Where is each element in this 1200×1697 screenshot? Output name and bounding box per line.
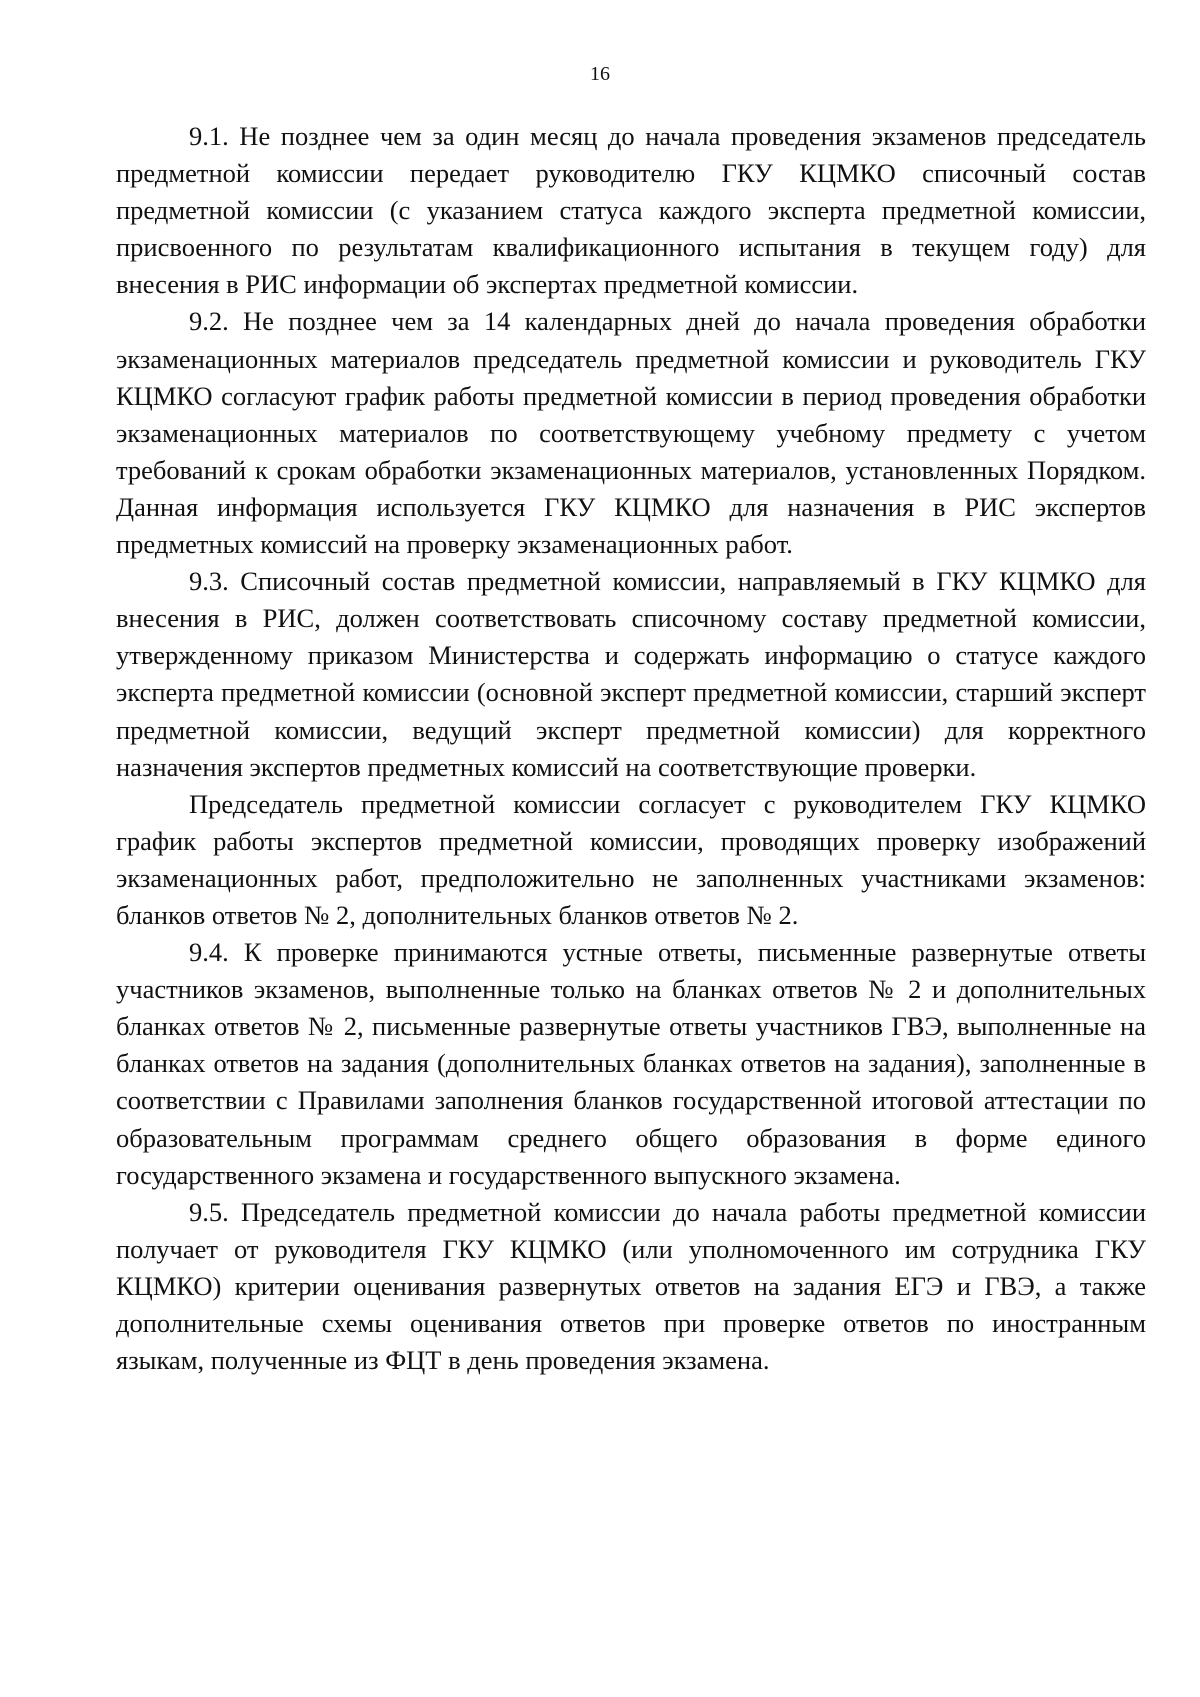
paragraph-9-1: 9.1. Не позднее чем за один месяц до начала проведения экзаменов председатель предметной комиссии передает руководителю ГКУ КЦМКО списочный состав предметной комиссии (с указанием статуса каждого эксперта предметной комиссии, присвоенного по результатам квалификационного испытания в текущем году) для внесения в РИС информации об экспертах предметной комиссии. [116,121,1146,300]
paragraph-9-3: 9.3. Списочный состав предметной комиссии, направляемый в ГКУ КЦМКО для внесения в РИС, должен соответствовать списочному составу предметной комиссии, утвержденному приказом Министерства и содержать информацию о статусе каждого эксперта предметной комиссии (основной эксперт предметной комиссии, старший эксперт предметной комиссии, ведущий эксперт предметной комиссии) для корректного назначения экспертов предметных комиссий на соответствующие проверки. [116,566,1146,782]
paragraph-9-5: 9.5. Председатель предметной комиссии до начала работы предметной комиссии получает от руководителя ГКУ КЦМКО (или уполномоченного им сотрудника ГКУ КЦМКО) критерии оценивания развернутых ответов на задания ЕГЭ и ГВЭ, а также дополнительные схемы оценивания ответов при проверке ответов по иностранным языкам, полученные из ФЦТ в день проведения экзамена. [116,1196,1146,1376]
paragraph-9-2: 9.2. Не позднее чем за 14 календарных дней до начала проведения обработки экзаменационных материалов председатель предметной комиссии и руководитель ГКУ КЦМКО согласуют график работы предметной комиссии в период проведения обработки экзаменационных материалов по соответствующему учебному предмету с учетом требований к срокам обработки экзаменационных материалов, установленных Порядком. Данная информация используется ГКУ КЦМКО для назначения в РИС экспертов предметных комиссий на проверку экзаменационных работ. [116,306,1146,560]
paragraph-9-4: 9.4. К проверке принимаются устные ответы, письменные развернутые ответы участников экзаменов, выполненные только на бланках ответов № 2 и дополнительных бланках ответов № 2, письменные развернутые ответы участников ГВЭ, выполненные на бланках ответов на задания (дополнительных бланках ответов на задания), заполненные в соответствии с Правилами заполнения бланков государственной итоговой аттестации по образовательным программам среднего общего образования в форме единого государственного экзамена и государственного выпускного экзамена. [116,937,1146,1190]
document-body [116,118,1146,1379]
page-number: 16 [590,63,610,85]
paragraph-chairman-schedule: Председатель предметной комиссии согласует с руководителем ГКУ КЦМКО график работы экспертов предметной комиссии, проводящих проверку изображений экзаменационных работ, предположительно не заполненных участниками экзаменов: бланков ответов № 2, дополнительных бланков ответов № 2. [116,788,1146,930]
